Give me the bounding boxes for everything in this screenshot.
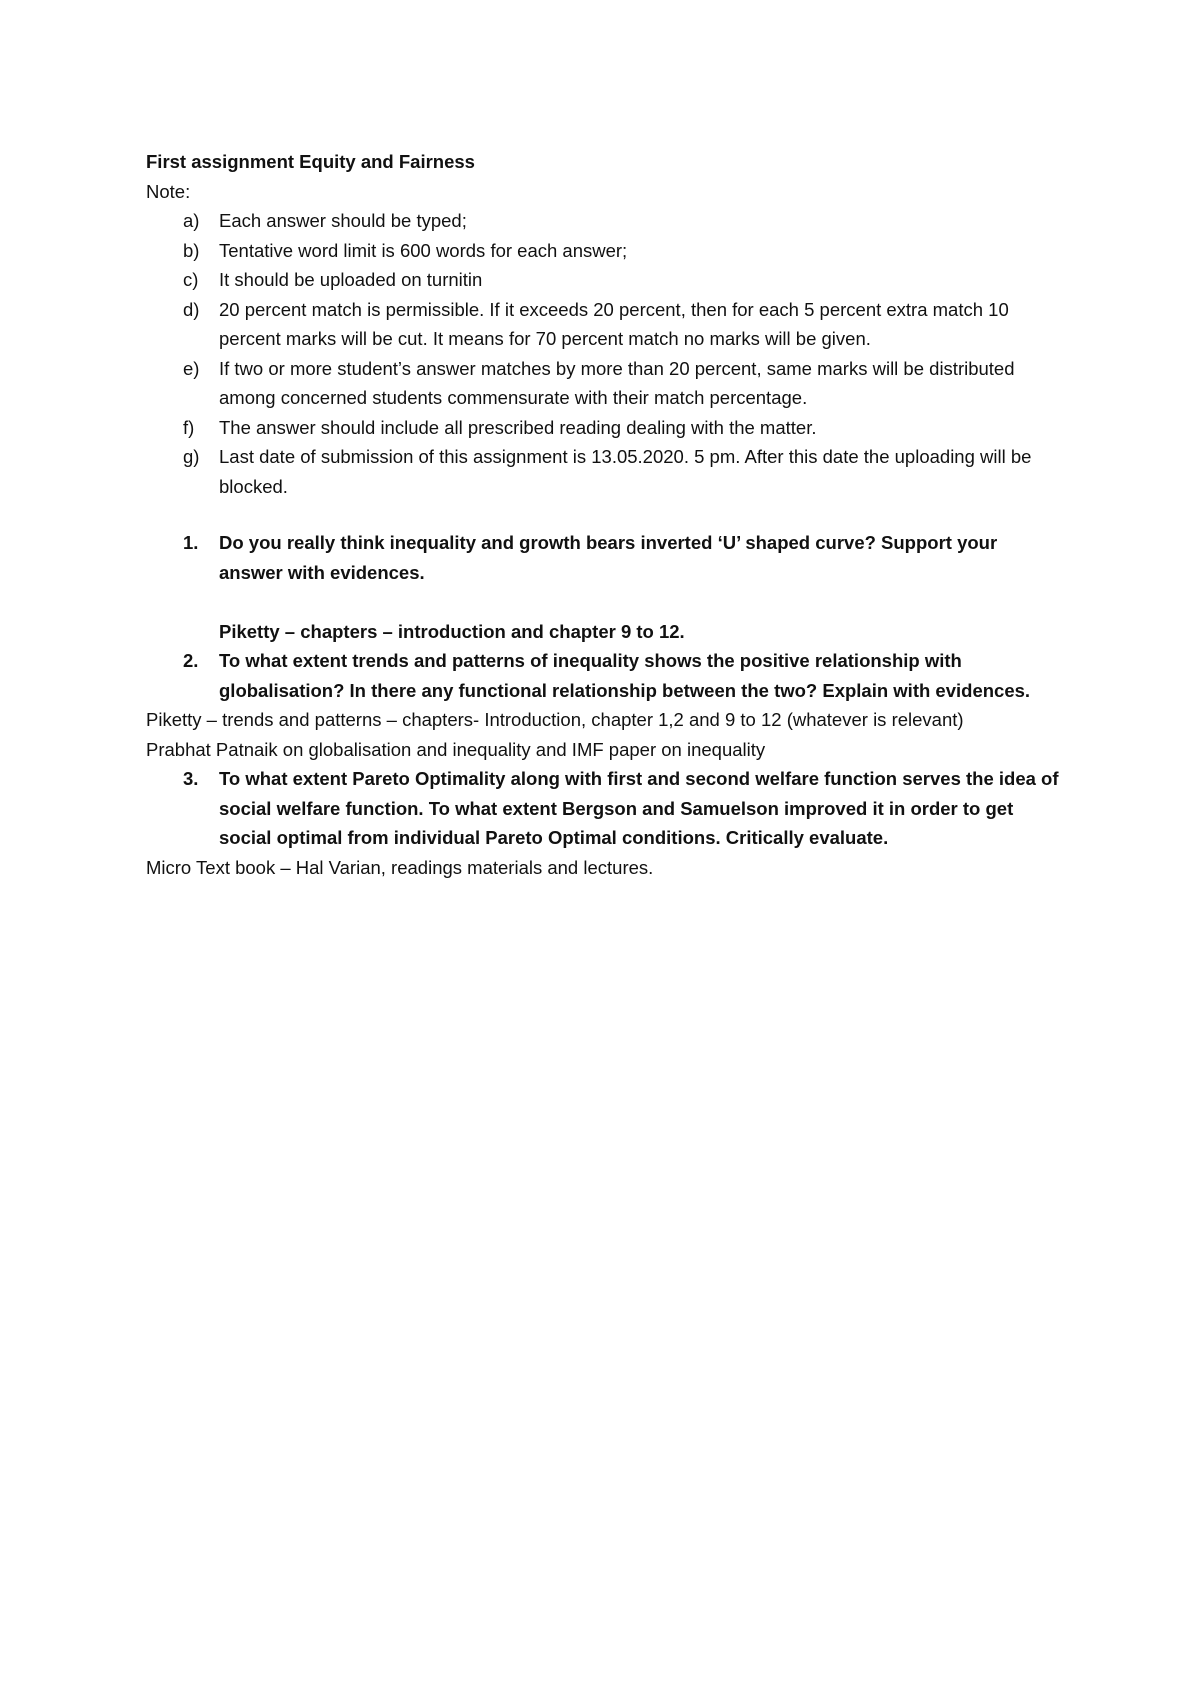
note-item [146, 354, 1066, 413]
note-item [146, 413, 1066, 443]
note-item [146, 265, 1066, 295]
note-marker: e) [183, 357, 200, 379]
note-item [146, 442, 1066, 501]
question-3 [146, 764, 1066, 853]
notes-list [146, 206, 1066, 501]
document-title: First assignment Equity and Fairness [146, 151, 475, 172]
note-marker: g) [183, 446, 200, 467]
note-marker: d) [183, 298, 200, 320]
section-spacer [146, 501, 1066, 528]
question-2-reading-line: Piketty – trends and patterns – chapters- Introduction, chapter 1,2 and 9 to 12 (whatever is relevant) [146, 709, 964, 730]
note-marker: f) [183, 416, 195, 438]
question-number: 2. [183, 650, 199, 671]
note-text: 20 percent match is permissible. If it exceeds 20 percent, then for each 5 percent extra match 10 percent marks will be cut. It means for 70 percent match no marks will be given. [219, 298, 1009, 349]
blank-line [146, 587, 1066, 617]
note-label: Note: [146, 180, 191, 202]
question-3-reading: Micro Text book – Hal Varian, readings materials and lectures. [146, 856, 654, 878]
note-marker: b) [183, 239, 200, 261]
note-text: It should be uploaded on turnitin [219, 269, 483, 290]
note-text: Tentative word limit is 600 words for each answer; [219, 239, 628, 261]
question-2 [146, 646, 1066, 705]
question-number: 3. [183, 768, 199, 789]
question-1 [146, 528, 1066, 587]
note-item [146, 295, 1066, 354]
note-text: Each answer should be typed; [219, 210, 467, 231]
note-marker: c) [183, 269, 199, 290]
note-item [146, 206, 1066, 236]
question-text: To what extent trends and patterns of inequality shows the positive relationship with globalisation? In there any functional relationship between the two? Explain with evidences. [219, 650, 1031, 701]
question-2-reading-line: Prabhat Patnaik on globalisation and inequality and IMF paper on inequality [146, 738, 766, 760]
note-text: If two or more student’s answer matches by more than 20 percent, same marks will be distributed among concerned students commensurate with their match percentage. [219, 357, 1015, 408]
question-number: 1. [183, 532, 199, 553]
question-text: To what extent Pareto Optimality along with first and second welfare function serves the idea of social welfare function. To what extent Bergson and Samuelson improved it in order to get social optimal from individual Pareto Optimal conditions. Critically evaluate. [219, 768, 1059, 848]
note-item [146, 236, 1066, 266]
question-1-reading: Piketty – chapters – introduction and chapter 9 to 12. [219, 620, 685, 642]
note-text: Last date of submission of this assignment is 13.05.2020. 5 pm. After this date the uploading will be blocked. [219, 446, 1032, 497]
note-text: The answer should include all prescribed reading dealing with the matter. [219, 416, 817, 438]
note-marker: a) [183, 210, 200, 231]
document-body [146, 147, 1066, 882]
question-text: Do you really think inequality and growth bears inverted ‘U’ shaped curve? Support your answer with evidences. [219, 532, 998, 583]
